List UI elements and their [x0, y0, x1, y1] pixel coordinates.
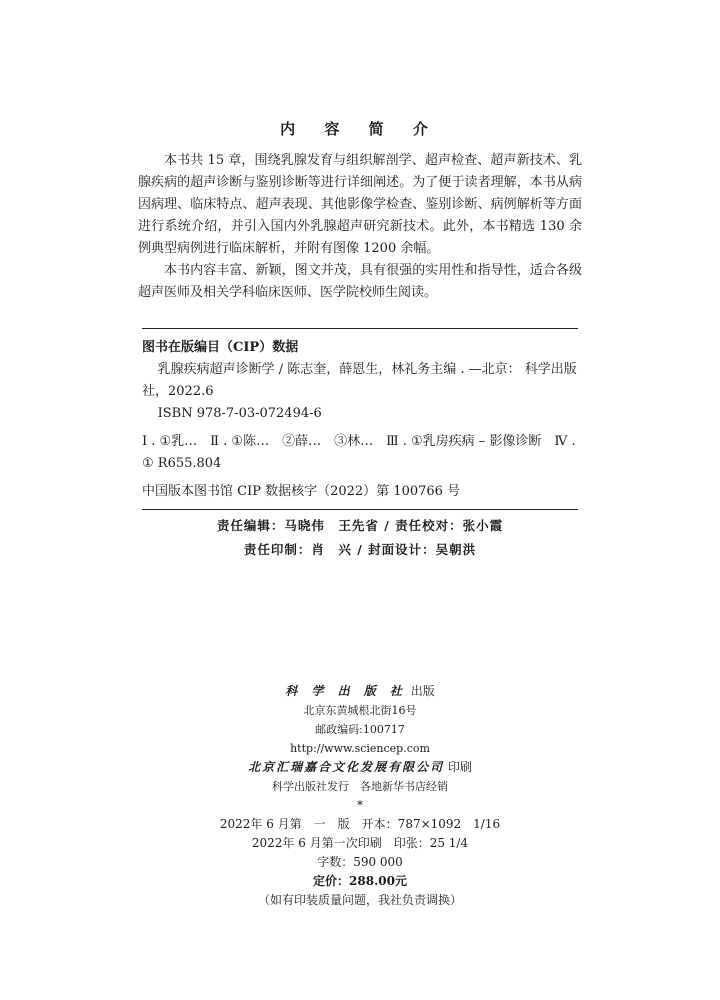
content-summary: [138, 150, 582, 304]
printing-info: 2022年 6 月第一次印刷 印张：25 1/4: [251, 836, 469, 850]
quality-notice: （如有印装质量问题，我社负责调换）: [257, 893, 462, 907]
publisher-line: [0, 682, 720, 701]
staff-print-design-line: 责任印制：肖 兴 / 封面设计：吴朝洪: [243, 542, 477, 557]
cip-heading: 图书在版编目（CIP）数据: [142, 340, 299, 355]
cip-title-line: 乳腺疾病超声诊断学 / 陈志奎，薛恩生，林礼务主编 . —北京： 科学出版社，2022.6: [142, 362, 577, 399]
cip-classification: Ⅰ . ①乳… Ⅱ . ①陈… ②薛… ③林… Ⅲ . ①乳房疾病 – 影像诊断 Ⅳ . ① R655.804: [142, 434, 576, 471]
printer-name: 北京汇瑞嘉合文化发展有限公司: [248, 760, 445, 774]
cip-record-number: 中国版本图书馆 CIP 数据核字（2022）第 100766 号: [142, 484, 461, 499]
publisher-address: 北京东黄城根北街16号: [303, 704, 417, 717]
separator-star: *: [357, 798, 363, 812]
publisher-suffix: 出版: [410, 684, 435, 698]
publisher-postcode: 邮政编码:100717: [315, 723, 405, 736]
publication-info: [0, 682, 720, 910]
cip-top-rule: [142, 328, 578, 329]
printer-line: [0, 758, 720, 777]
summary-paragraph-2: 本书内容丰富、新颖，图文并茂，具有很强的实用性和指导性，适合各级超声医师及相关学科临床医师、医学院校师生阅读。: [138, 263, 582, 300]
printer-suffix: 印刷: [447, 760, 472, 774]
word-count: 字数：590 000: [317, 855, 403, 869]
summary-paragraph-1: 本书共 15 章，围绕乳腺发育与组织解剖学、超声检查、超声新技术、乳腺疾病的超声诊断与鉴别诊断等进行详细阐述。为了便于读者理解，本书从病因病理、临床特点、超声表现、其他影像学检查、鉴别诊断、病例解析等方面进行系统介绍，并引入国内外乳腺超声研究新技术。此外，本书精选 130 余例典型病例进行临床解析，并附有图像 1200 余幅。: [138, 153, 582, 256]
price: 定价：288.00元: [313, 874, 407, 888]
distribution-info: 科学出版社发行 各地新华书店经销: [272, 780, 448, 793]
cip-block: [138, 328, 578, 510]
staff-credits: [0, 514, 720, 562]
staff-editors-line: 责任编辑：马晓伟 王先省 / 责任校对：张小霞: [216, 518, 504, 533]
cip-bottom-rule: [142, 509, 578, 510]
publisher-name: 科 学 出 版 社: [285, 684, 407, 698]
cip-isbn: ISBN 978-7-03-072494-6: [157, 406, 322, 421]
publisher-url: http://www.sciencep.com: [290, 742, 430, 755]
edition-info: 2022年 6 月第 一 版 开本：787×1092 1/16: [219, 817, 501, 831]
content-summary-title: 内 容 简 介: [280, 120, 440, 138]
